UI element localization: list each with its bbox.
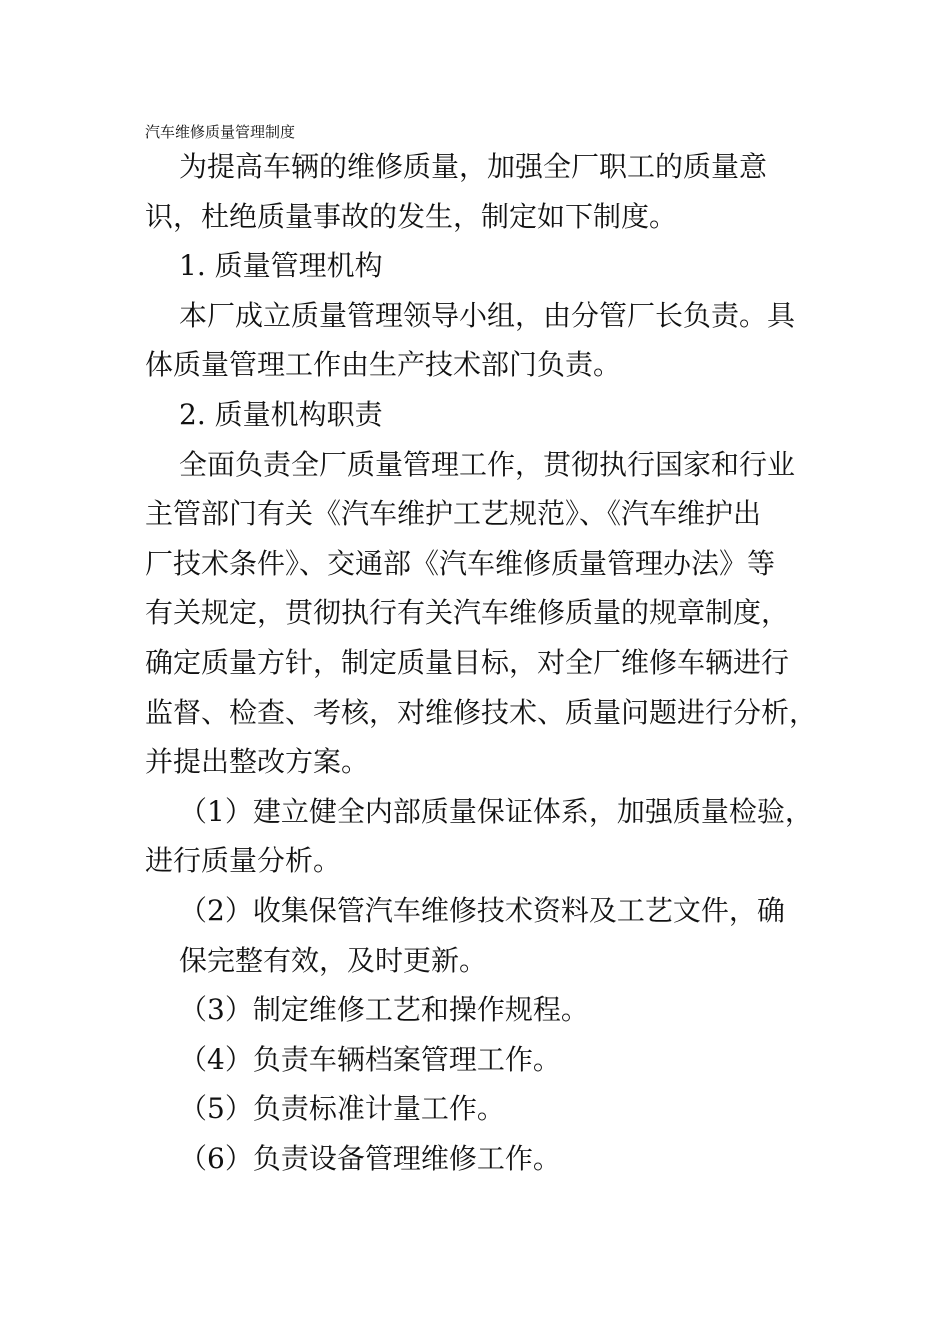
item-4: （4）负责车辆档案管理工作。	[179, 1042, 561, 1076]
section-2-line-3: 厂技术条件》、交通部《汽车维修质量管理办法》等	[145, 546, 776, 580]
section-2-line-1: 全面负责全厂质量管理工作，贯彻执行国家和行业	[179, 447, 796, 481]
item-1-line-2: 进行质量分析。	[145, 844, 342, 878]
item-2-line-2: 保完整有效，及时更新。	[179, 943, 488, 977]
intro-line-2: 识，杜绝质量事故的发生，制定如下制度。	[145, 199, 678, 233]
section-heading-1: 1. 质量管理机构	[179, 249, 383, 283]
section-2-line-6: 监督、检查、考核，对维修技术、质量问题进行分析，	[145, 695, 818, 729]
item-3: （3）制定维修工艺和操作规程。	[179, 993, 589, 1027]
document-title: 汽车维修质量管理制度	[145, 123, 296, 141]
item-2-line-1: （2）收集保管汽车维修技术资料及工艺文件，确	[179, 893, 785, 927]
item-1-line-1: （1）建立健全内部质量保证体系，加强质量检验，	[179, 794, 813, 828]
section-2-line-2: 主管部门有关《汽车维护工艺规范》、《汽车维护出	[145, 497, 762, 531]
section-2-line-7: 并提出整改方案。	[145, 745, 370, 779]
section-1-line-2: 体质量管理工作由生产技术部门负责。	[145, 348, 622, 382]
section-1-line-1: 本厂成立质量管理领导小组，由分管厂长负责。具	[179, 298, 796, 332]
item-6: （6）负责设备管理维修工作。	[179, 1141, 561, 1175]
section-heading-2: 2. 质量机构职责	[179, 397, 383, 431]
document-body	[145, 142, 818, 1183]
section-2-line-4: 有关规定，贯彻执行有关汽车维修质量的规章制度，	[145, 596, 790, 630]
item-5: （5）负责标准计量工作。	[179, 1092, 505, 1126]
section-2-line-5: 确定质量方针，制定质量目标，对全厂维修车辆进行	[145, 645, 790, 679]
intro-line-1: 为提高车辆的维修质量，加强全厂职工的质量意	[179, 150, 768, 183]
